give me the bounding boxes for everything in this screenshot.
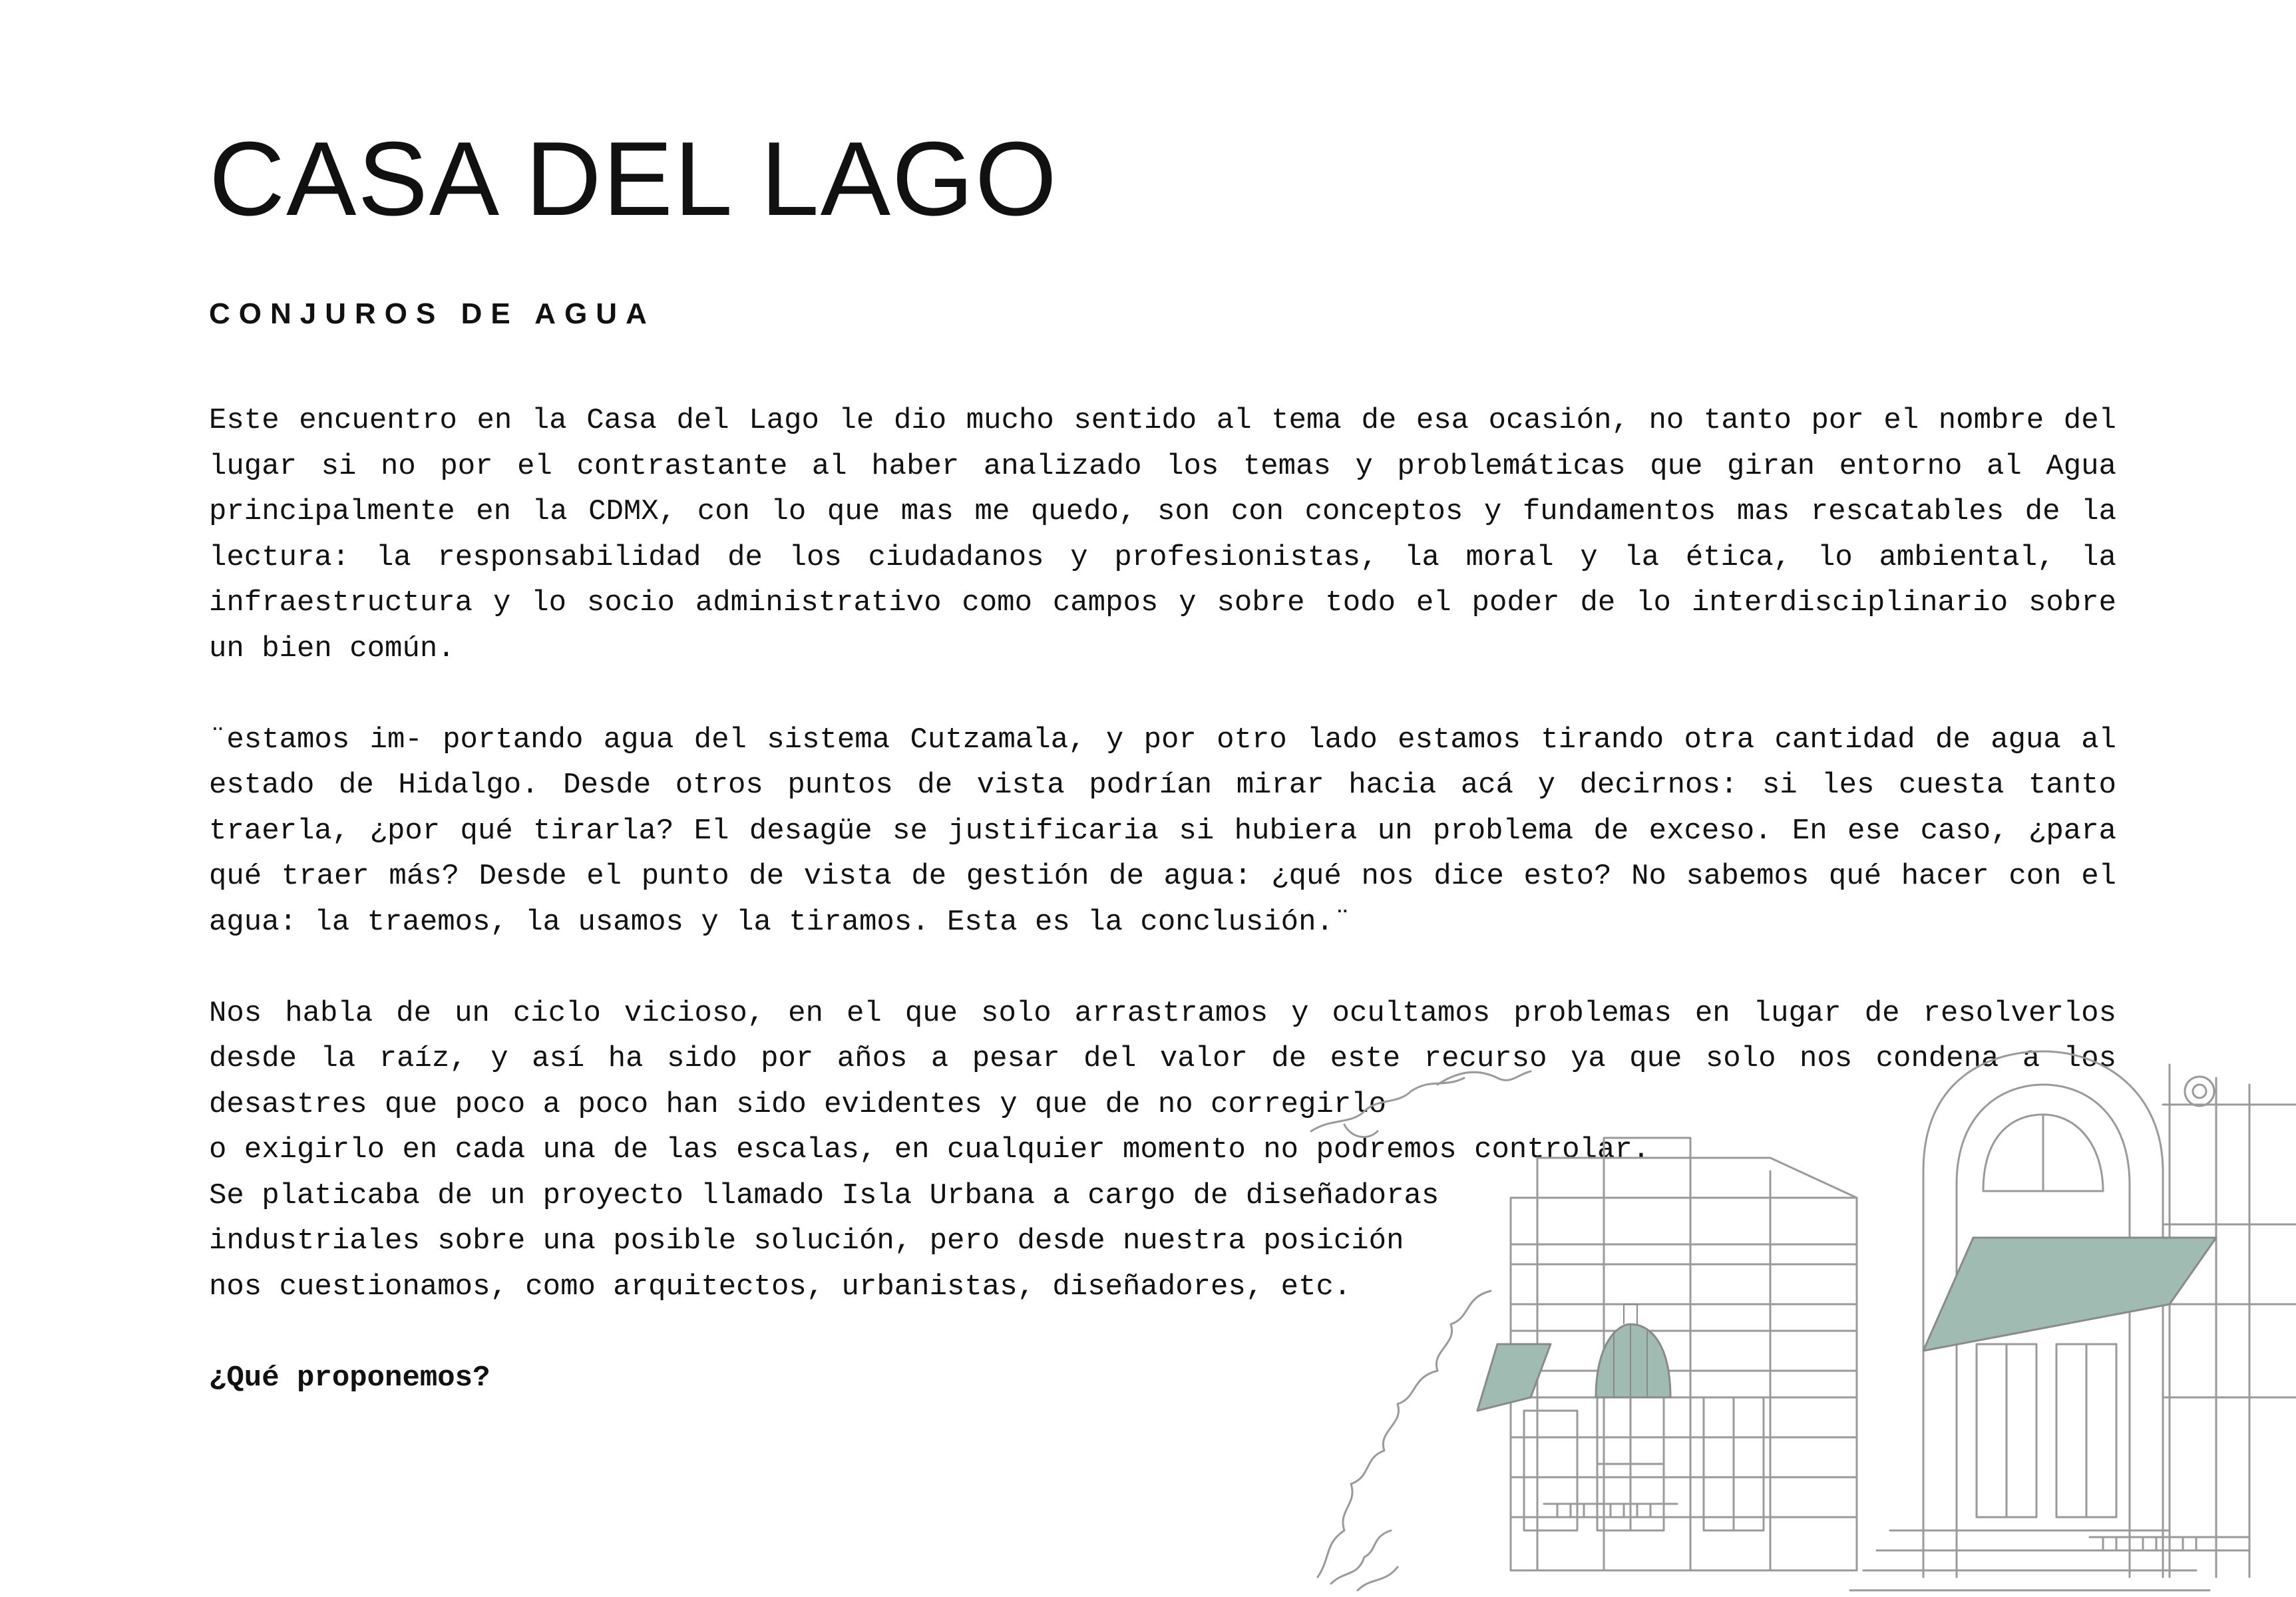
paragraph-cycle: Nos habla de un ciclo vicioso, en el que solo arrastramos y ocultamos problemas en lugar de resolverlos desde la raíz, y así ha sido por años a pesar del valor de este recurso ya que solo nos condena a los desastres que poco a poco han sido evidentes y que de no corregirlo	[209, 996, 2116, 1121]
building-sketch-icon	[1304, 1025, 2296, 1597]
page-title: CASA DEL LAGO	[209, 120, 1058, 238]
text-line: nos cuestionamos, como arquitectos, urbanistas, diseñadores, etc.	[209, 1270, 1352, 1304]
question-heading: ¿Qué proponemos?	[209, 1361, 490, 1395]
paragraph-quote: ¨estamos im- portando agua del sistema Cutzamala, y por otro lado estamos tirando otra cantidad de agua al estado de Hidalgo. Desde otros puntos de vista podrían mirar hacia acá y decirnos: si les cuesta tanto traerla, ¿por qué tirarla? El desagüe se justificaria si hubiera un problema de exceso. En ese caso, ¿para qué traer más? Desde el punto de vista de gestión de agua: ¿qué nos dice esto? No sabemos qué hacer con el agua: la traemos, la usamos y la tiramos. Esta es la conclusión.¨	[209, 723, 2116, 939]
paragraph-intro: Este encuentro en la Casa del Lago le dio mucho sentido al tema de esa ocasión, no tanto por el nombre del lugar si no por el contrastante al haber analizado los temas y problemáticas que giran entorno al Agua principalmente en la CDMX, con lo que mas me quedo, son con conceptos y fundamentos mas rescatables de la lectura: la responsabilidad de los ciudadanos y profesionistas, la moral y la ética, lo ambiental, la infraestructura y lo socio administrativo como campos y sobre todo el poder de lo interdisciplinario sobre un bien común.	[209, 404, 2116, 665]
text-line: Se platicaba de un proyecto llamado Isla Urbana a cargo de diseñadoras	[209, 1178, 1439, 1212]
subtitle: CONJUROS DE AGUA	[209, 297, 656, 330]
text-line: industriales sobre una posible solución, pero desde nuestra posición	[209, 1224, 1404, 1258]
text-line: o exigirlo en cada una de las escalas, en cualquier momento no podremos controlar.	[209, 1133, 1650, 1166]
